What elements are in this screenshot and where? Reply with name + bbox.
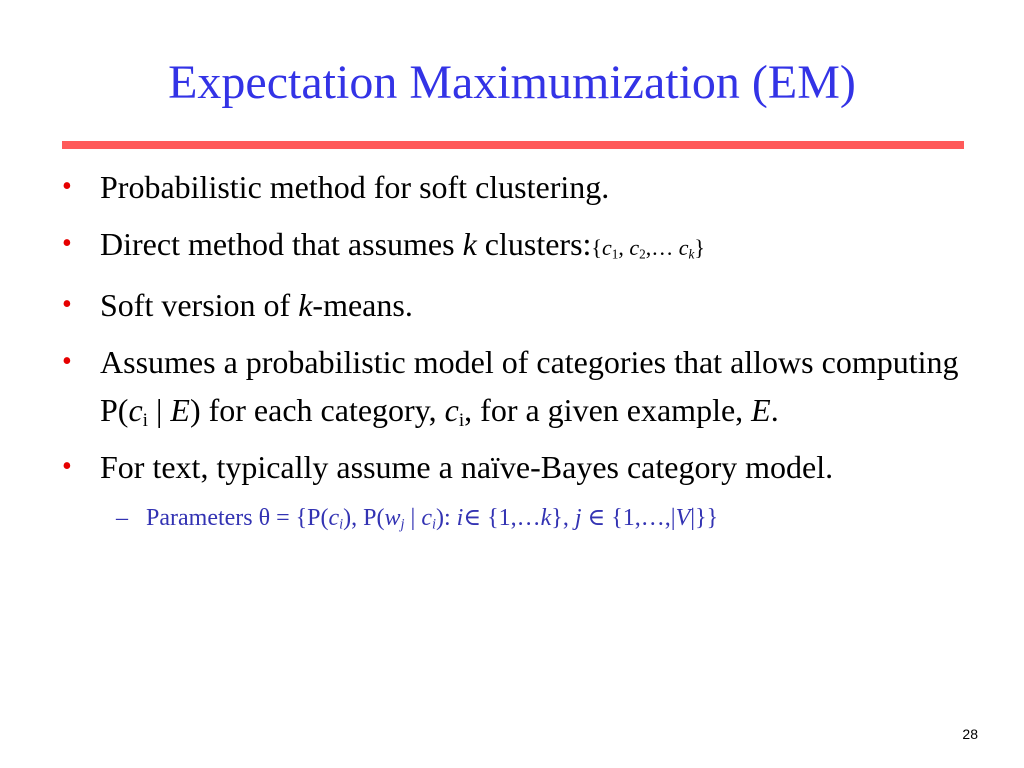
bullet-text: For text, typically assume a naïve-Bayes category model. xyxy=(100,449,834,485)
subscript: 1 xyxy=(611,246,619,262)
variable-c: c xyxy=(128,392,143,428)
title-divider xyxy=(62,141,964,149)
subscript: i xyxy=(458,409,465,431)
bullet-marker: • xyxy=(62,451,72,482)
subscript: j xyxy=(400,516,405,533)
bullet-text xyxy=(100,338,962,434)
variable-c: c xyxy=(444,392,459,428)
variable-k: k xyxy=(298,287,313,323)
variable-w: w xyxy=(384,505,401,531)
conditional-bar: | xyxy=(148,392,171,428)
variable-j: j xyxy=(574,505,582,531)
bullet-text-segment: Direct method that assumes xyxy=(100,226,463,262)
conditional-bar: | xyxy=(404,505,422,531)
bullet-text-segment: . xyxy=(770,392,779,428)
bullet-text: Probabilistic method for soft clustering. xyxy=(100,169,610,205)
bullet-marker: • xyxy=(62,228,72,259)
bullet-marker: • xyxy=(62,289,72,320)
bullet-item xyxy=(62,281,962,329)
text-segment: ∈ {1,…,| xyxy=(581,505,676,531)
variable-k: k xyxy=(540,505,552,531)
bullet-text xyxy=(100,220,962,272)
bullet-item xyxy=(62,443,962,491)
sub-bullet-text xyxy=(146,505,718,531)
subscript: i xyxy=(339,516,344,533)
bullet-item xyxy=(62,163,962,211)
variable-v: V xyxy=(675,505,691,531)
subscript: 2 xyxy=(639,246,646,262)
variable-c: c xyxy=(421,505,432,531)
variable-c: c xyxy=(629,235,640,260)
slide-title: Expectation Maximumization (EM) xyxy=(168,56,856,109)
bullet-text-segment: , for a given example, xyxy=(464,392,752,428)
variable-c: c xyxy=(601,235,612,260)
text-segment: |}} xyxy=(690,505,719,531)
variable-e: E xyxy=(751,392,771,428)
variable-k: k xyxy=(462,226,477,262)
subscript: i xyxy=(142,409,148,431)
variable-c: c xyxy=(328,505,340,531)
bullet-text-segment: Assumes a probabilistic model of categories that allows computing P( xyxy=(100,344,959,428)
text-segment: ∈ {1,… xyxy=(463,505,541,531)
sub-bullet-marker: – xyxy=(116,505,128,531)
variable-c: c xyxy=(678,235,689,260)
bullet-item xyxy=(62,338,962,434)
bullet-marker: • xyxy=(62,346,72,377)
page-number: 28 xyxy=(962,726,978,742)
subscript: k xyxy=(688,246,695,262)
text-segment: ), P( xyxy=(343,505,385,531)
bullet-text-segment: clusters: xyxy=(476,226,592,262)
sub-bullet-item xyxy=(62,500,962,536)
bullet-marker: • xyxy=(62,171,72,202)
text-segment: }, xyxy=(551,505,575,531)
cluster-set xyxy=(591,235,704,260)
bullet-text-segment: -means. xyxy=(312,287,413,323)
text-segment: ): xyxy=(436,505,457,531)
variable-i: i xyxy=(456,505,464,531)
bullet-text-segment: ) for each category, xyxy=(189,392,445,428)
slide-body xyxy=(62,163,962,536)
bullet-text-segment: Soft version of xyxy=(100,287,299,323)
bullet-text xyxy=(100,281,962,329)
separator: , xyxy=(618,235,630,260)
bullet-item xyxy=(62,220,962,272)
ellipsis: ,… xyxy=(645,235,679,260)
subscript: i xyxy=(432,516,436,533)
set-close-brace: } xyxy=(694,235,705,260)
text-segment: Parameters θ = {P( xyxy=(146,505,329,531)
variable-e: E xyxy=(170,392,190,428)
set-open-brace: { xyxy=(591,235,602,260)
